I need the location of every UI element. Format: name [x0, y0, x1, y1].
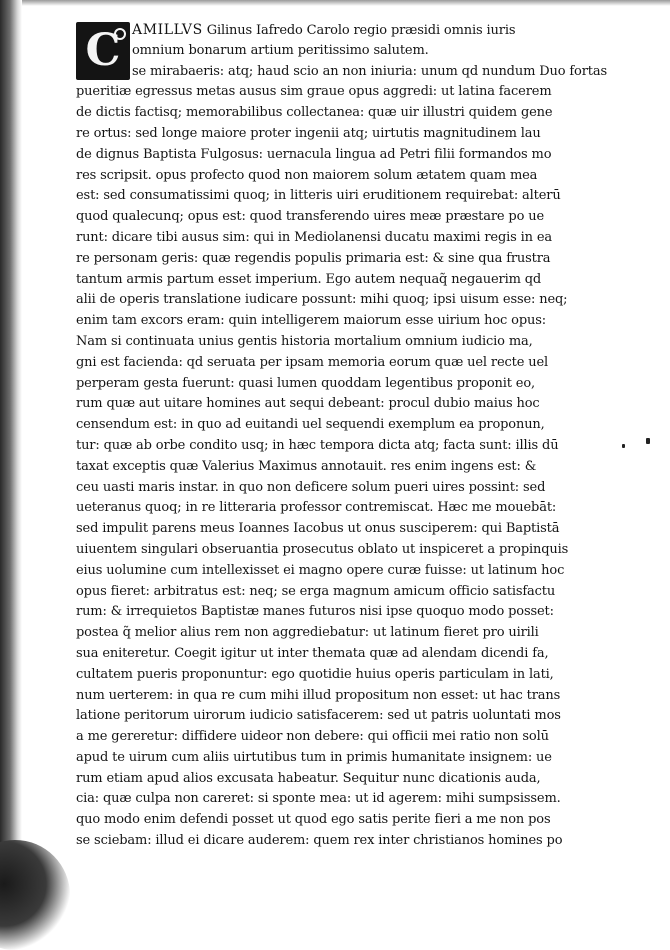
- text-line-15: enim tam excors eram: quin intelligerem maiorum esse uirium hoc opus:: [76, 313, 546, 329]
- text-line-17: gni est facienda: qd seruata per ipsam memoria eorum quæ uel recte uel: [76, 354, 549, 370]
- text-line-10: quod qualecunq; opus est: quod transferendo uires meæ præstare po ue: [76, 209, 545, 225]
- thumb-shadow: [0, 840, 70, 950]
- text-line-26: uiuentem singulari obseruantia prosecutus oblato ut inspiceret a propinquis: [76, 541, 569, 557]
- text-line-33: num uerterem: in qua re cum mihi illud propositum non esset: ut hac trans: [76, 687, 561, 703]
- text-line-36: apud te uirum cum aliis uirtutibus tum in primis humanitate insignem: ue: [76, 749, 552, 765]
- text-line-29: rum: & irrequietos Baptistæ manes futuros nisi ipse quoquo modo posset:: [76, 604, 554, 620]
- text-line-6: re ortus: sed longe maiore proter ingenii atq; uirtutis magnitudinem lau: [76, 125, 541, 141]
- text-line-7: de dignus Baptista Fulgosus: uernacula lingua ad Petri filii formandos mo: [76, 146, 552, 162]
- text-line-9: est: sed consumatissimi quoq; in litteris uiri eruditionem requirebat: alterū: [76, 188, 561, 204]
- text-line-28: opus fieret: arbitratus est: neq; se erga magnum amicum officio satisfactu: [76, 583, 556, 599]
- text-line-18: perperam gesta fuerunt: quasi lumen quoddam legentibus proponit eo,: [76, 375, 535, 391]
- text-line-27: eius uolumine cum intellexisset ei magno opere curæ fuisse: ut latinum hoc: [76, 562, 565, 578]
- text-line-12: re personam geris: quæ regendis populis primaria est: & sine qua frustra: [76, 250, 551, 266]
- text-line-24: ueteranus quoq; in re litteraria professor contremiscat. Hæc me mouebāt:: [76, 500, 557, 516]
- text-line-8: res scripsit. opus profecto quod non maiorem solum ætatem quam mea: [76, 167, 538, 183]
- text-line-16: Nam si continuata unius gentis historia mortalium omnium iudicio ma,: [76, 333, 533, 349]
- dedication-opening-rest: Gilinus Iafredo Carolo regio præsidi omnis iuris: [202, 23, 516, 38]
- text-line-13: tantum armis partum esset imperium. Ego autem nequaq̃ negauerim qd: [76, 271, 542, 287]
- book-gutter-shadow: [0, 0, 22, 900]
- text-line-32: cultatem pueris proponuntur: ego quotidie huius operis particulam in lati,: [76, 666, 554, 682]
- text-line-38: cia: quæ culpa non careret: si sponte mea: ut id agerem: mihi sumpsissem.: [76, 791, 561, 807]
- text-line-23: ceu uasti maris instar. in quo non deficere solum pueri uires possint: sed: [76, 479, 546, 495]
- text-line-19: rum quæ aut uitare homines aut sequi debeant: procul dubio maius hoc: [76, 396, 540, 412]
- printed-text-block: [76, 20, 632, 852]
- speck: [646, 438, 650, 444]
- text-line-1: [76, 20, 632, 41]
- text-line-14: alii de operis translatione iudicare possunt: mihi quoq; ipsi uisum esse: neq;: [76, 292, 568, 308]
- text-line-4: pueritiæ egressus metas ausus sim graue opus aggredi: ut latina facerem: [76, 84, 552, 100]
- page-top-shadow: [0, 0, 670, 6]
- text-line-31: sua eniteretur. Coegit igitur ut inter themata quæ ad alendam dicendi fa,: [76, 645, 549, 661]
- text-line-20: censendum est: in quo ad euitandi uel sequendi exemplum ea proponun,: [76, 417, 545, 433]
- text-line-3: se mirabaeris: atq; haud scio an non iniuria: unum qd nundum Duo fortas: [132, 63, 607, 79]
- text-line-25: sed impulit parens meus Ioannes Iacobus ut onus susciperem: qui Baptistā: [76, 521, 560, 537]
- text-line-30: postea q̃ melior alius rem non aggrediebatur: ut latinum fieret pro uirili: [76, 625, 539, 641]
- text-line-11: runt: dicare tibi ausus sim: qui in Mediolanensi ducatu maximi regis in ea: [76, 229, 552, 245]
- text-line-39: quo modo enim defendi posset ut quod ego satis perite fieri a me non pos: [76, 812, 551, 828]
- drop-cap-letter: C: [85, 25, 121, 76]
- text-line-5: de dictis factisq; memorabilibus collectanea: quæ uir illustri quidem gene: [76, 105, 553, 121]
- text-line-40: se sciebam: illud ei dicare auderem: quem rex inter christianos homines po: [76, 833, 563, 849]
- drop-cap-ornament-icon: [114, 28, 126, 40]
- text-line-2: omnium bonarum artium peritissimo salutem.: [132, 42, 429, 58]
- drop-cap: [76, 22, 130, 80]
- text-line-35: a me gereretur: diffidere uideor non debere: qui officii mei ratio non solū: [76, 729, 549, 745]
- dedication-opening-word: AMILLVS: [132, 22, 203, 38]
- text-line-34: latione peritorum uirorum iudicio satisfacerem: sed ut patris uoluntati mos: [76, 708, 561, 724]
- text-line-37: rum etiam apud alios excusata habeatur. Sequitur nunc dicationis auda,: [76, 770, 541, 786]
- text-line-22: taxat exceptis quæ Valerius Maximus annotauit. res enim ingens est: &: [76, 458, 537, 474]
- text-line-21: tur: quæ ab orbe condito usq; in hæc tempora dicta atq; facta sunt: illis dū: [76, 437, 559, 453]
